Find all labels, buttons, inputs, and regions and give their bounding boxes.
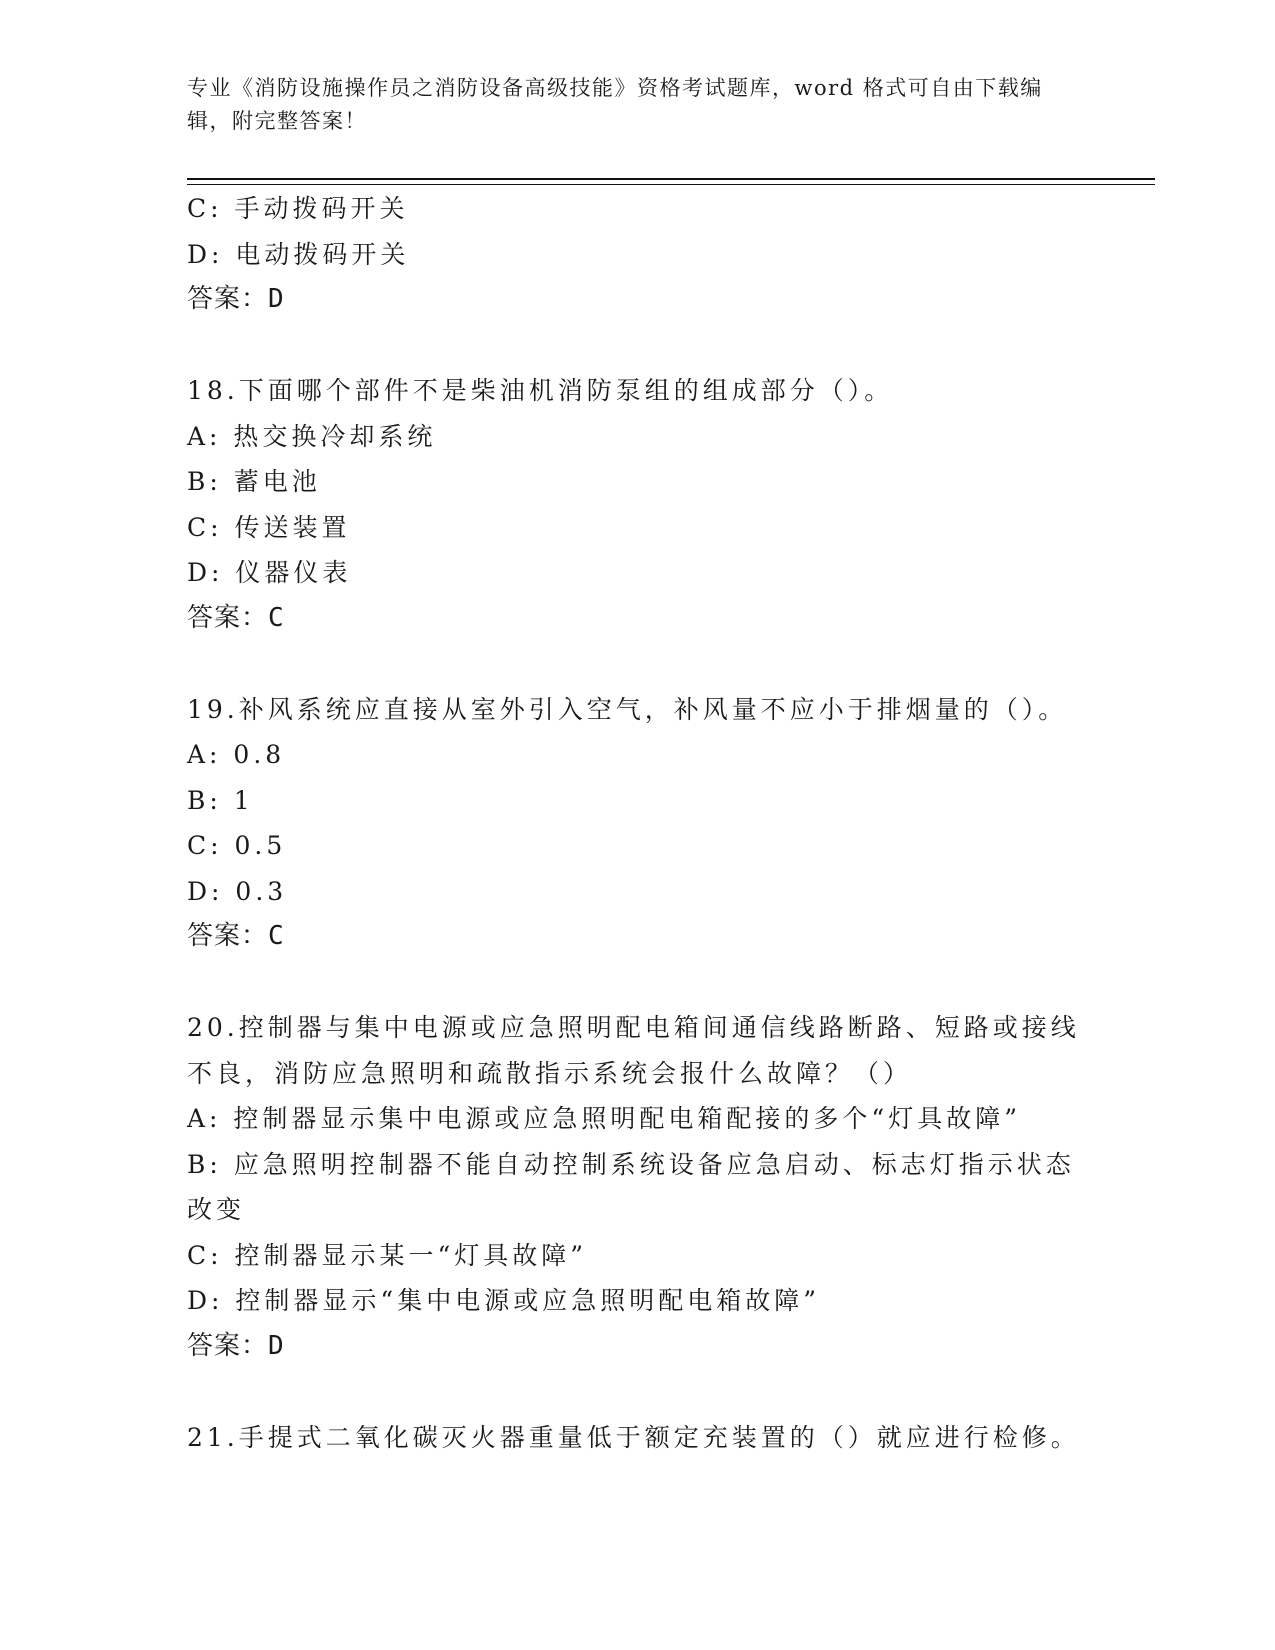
question-stem: 19.补风系统应直接从室外引入空气，补风量不应小于排烟量的（）。 — [187, 694, 1068, 724]
option-b: B: 1 — [187, 785, 254, 815]
option-a: A: 0.8 — [187, 740, 286, 769]
option-d: D: 电动拨码开关 — [187, 239, 410, 269]
question-content — [187, 186, 1087, 1460]
option-c: C: 0.5 — [187, 831, 287, 860]
question-17-continued — [187, 186, 1087, 323]
answer-value: D — [268, 1330, 284, 1361]
option-c: C: 控制器显示某一“灯具故障” — [187, 1240, 588, 1270]
question-stem: 20.控制器与集中电源或应急照明配电箱间通信线路断路、短路或接线不良，消防应急照明和疏散指示系统会报什么故障？（） — [187, 1013, 1080, 1088]
answer-label: 答案： — [187, 602, 269, 633]
option-d: D: 0.3 — [187, 876, 288, 906]
answer-line — [187, 596, 1087, 642]
option-c: C: 手动拨码开关 — [187, 194, 409, 223]
answer-value: C — [268, 921, 284, 951]
question-stem: 21.手提式二氧化碳灭火器重量低于额定充装置的（）就应进行检修。 — [187, 1422, 1080, 1452]
header-divider-thin — [187, 184, 1155, 185]
option-a: A: 热交换冷却系统 — [187, 421, 437, 451]
spacer — [187, 641, 1087, 687]
question-18 — [187, 368, 1087, 641]
spacer — [187, 323, 1087, 369]
header-divider-thick — [187, 178, 1155, 180]
answer-line — [187, 277, 1087, 323]
question-19 — [187, 687, 1087, 960]
question-21 — [187, 1415, 1087, 1461]
answer-value: D — [268, 284, 284, 314]
question-20 — [187, 1005, 1087, 1369]
answer-label: 答案： — [187, 921, 269, 951]
answer-label: 答案： — [187, 284, 269, 314]
spacer — [187, 1369, 1087, 1415]
option-d: D: 控制器显示“集中电源或应急照明配电箱故障” — [187, 1286, 820, 1315]
option-b: B: 应急照明控制器不能自动控制系统设备应急启动、标志灯指示状态改变 — [187, 1149, 1075, 1224]
question-stem: 18.下面哪个部件不是柴油机消防泵组的组成部分（）。 — [187, 376, 894, 405]
option-b: B: 蓄电池 — [187, 467, 321, 496]
spacer — [187, 960, 1087, 1006]
answer-label: 答案： — [187, 1330, 269, 1361]
answer-line — [187, 1324, 1087, 1370]
option-a: A: 控制器显示集中电源或应急照明配电箱配接的多个“灯具故障” — [187, 1104, 1021, 1133]
document-header: 专业《消防设施操作员之消防设备高级技能》资格考试题库，word 格式可自由下载编辑，附完整答案！ — [187, 76, 1043, 133]
answer-value: C — [268, 602, 284, 633]
option-d: D: 仪器仪表 — [187, 558, 352, 587]
answer-line — [187, 914, 1087, 960]
option-c: C: 传送装置 — [187, 512, 351, 542]
